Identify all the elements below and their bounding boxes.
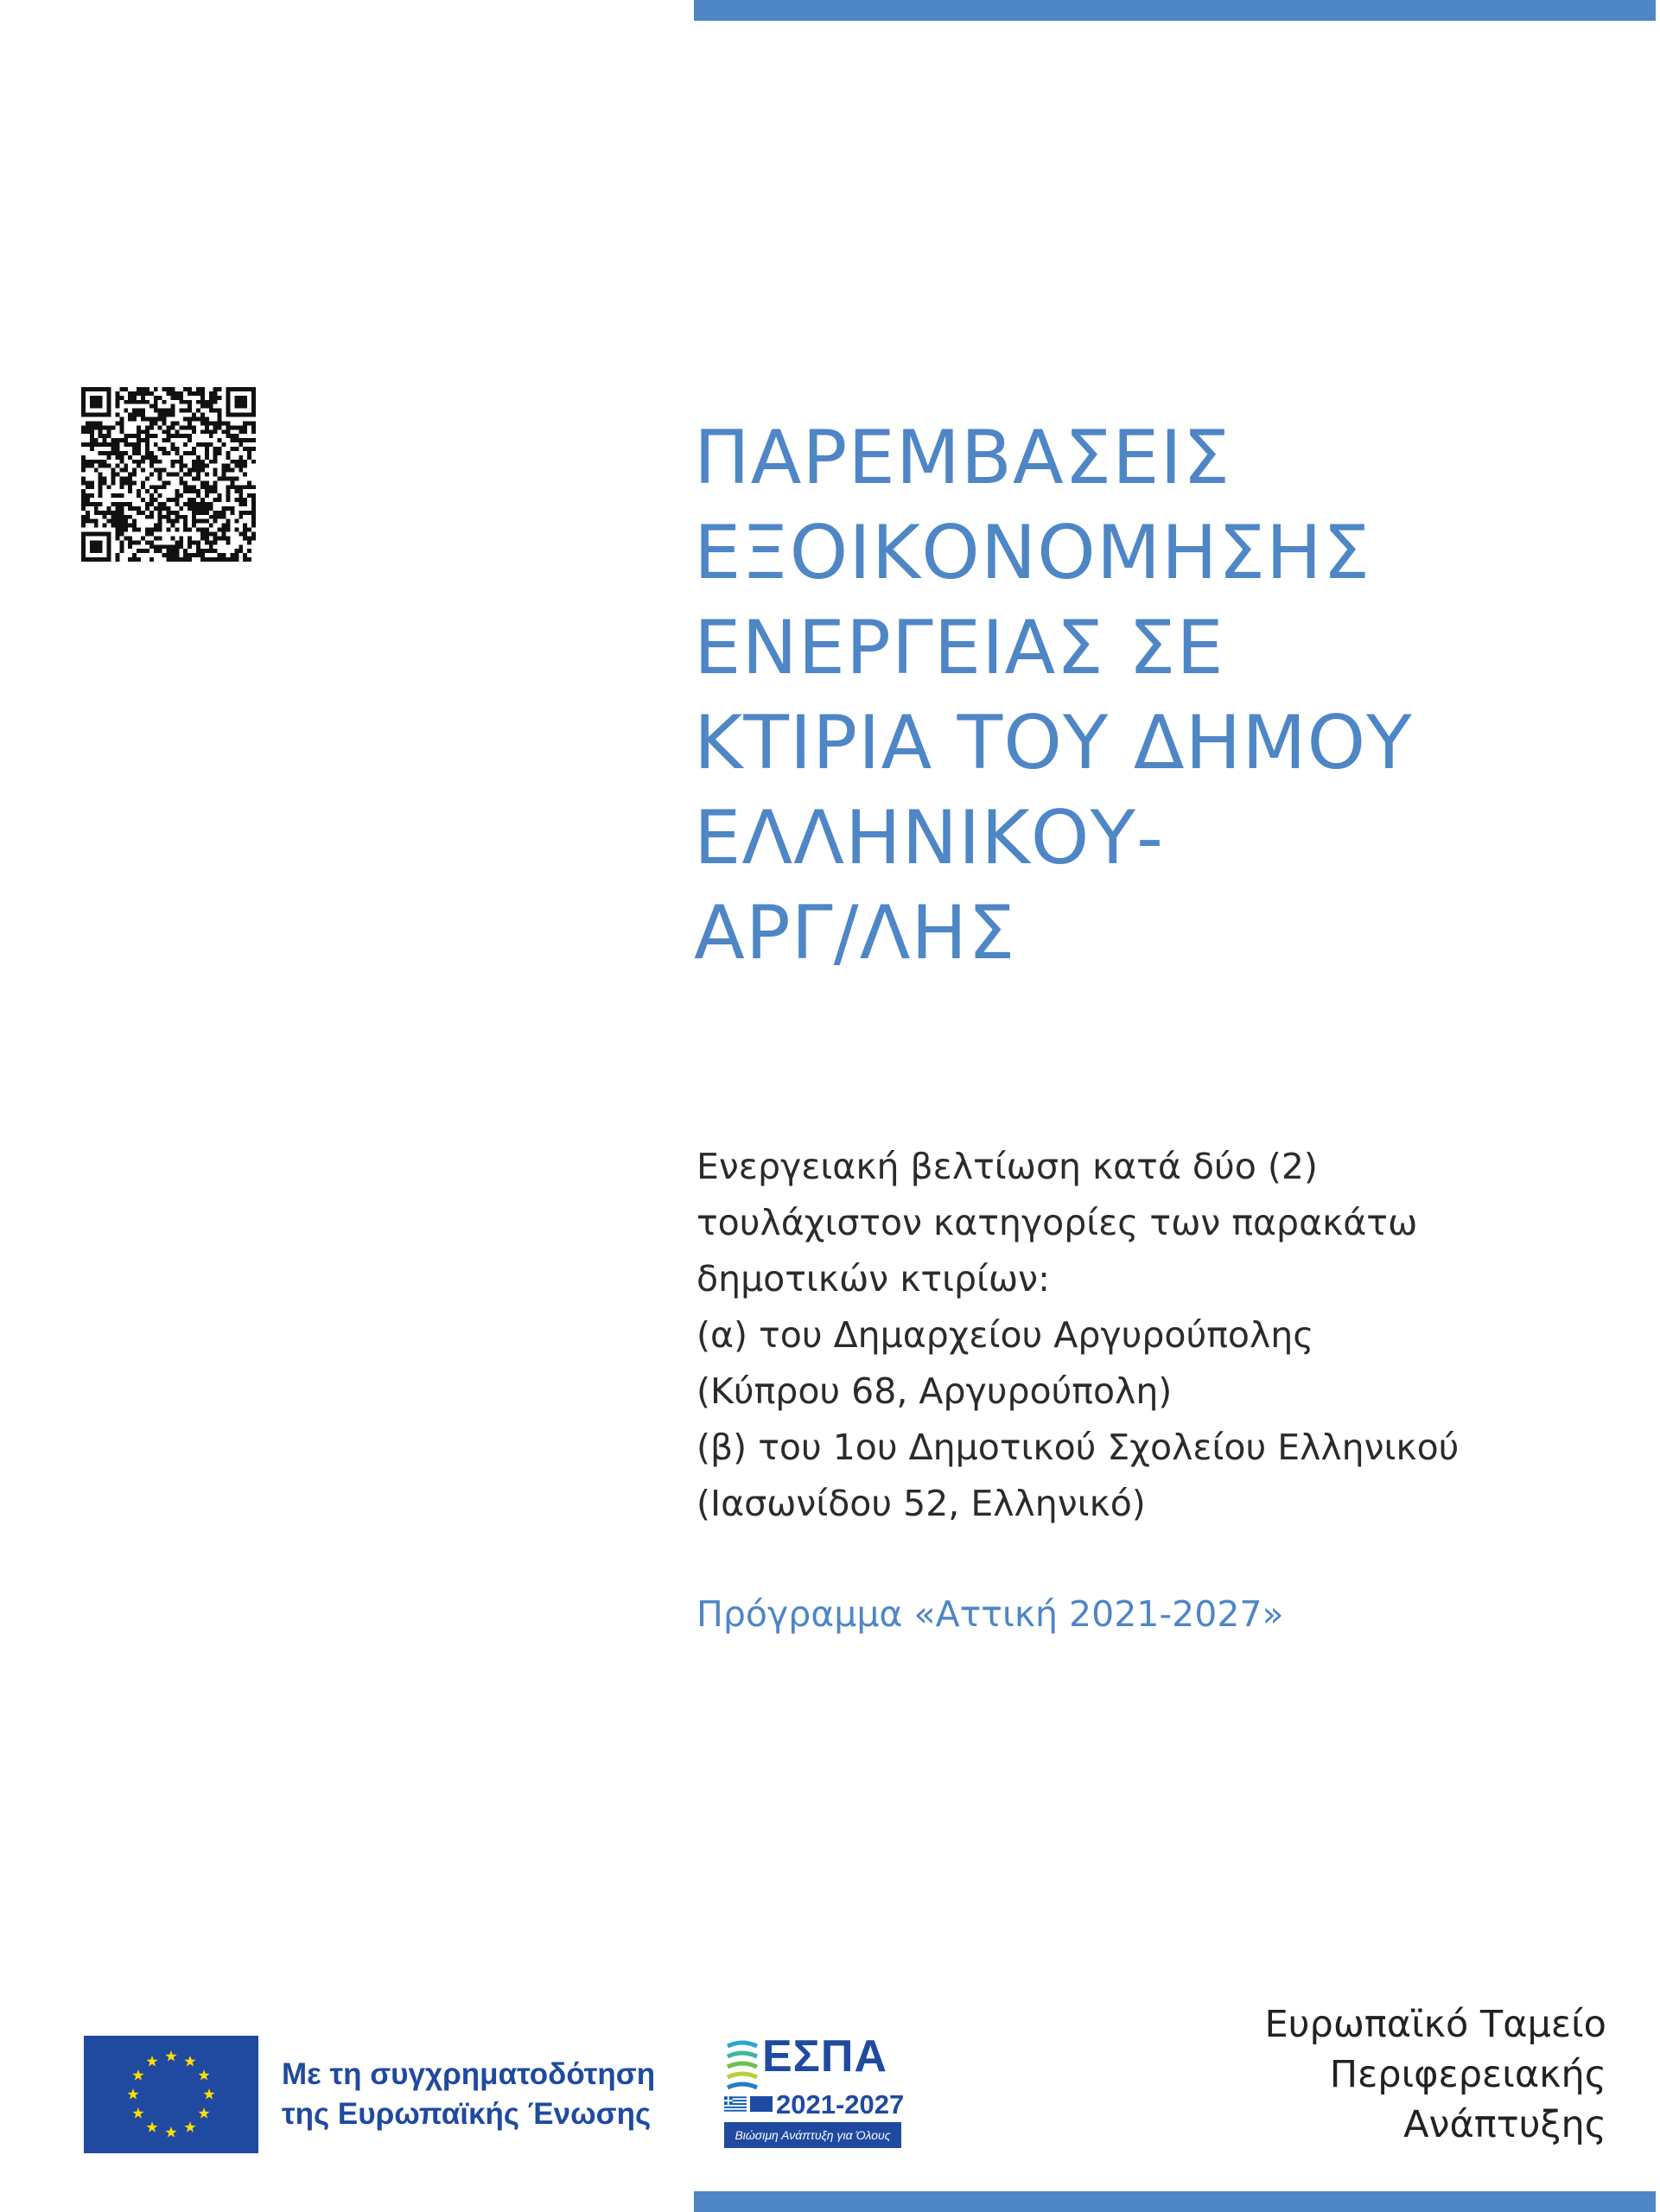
title-line: ΕΞΟΙΚΟΝΟΜΗΣΗΣ bbox=[694, 510, 1371, 596]
eu-star bbox=[165, 2050, 176, 2062]
eu-star bbox=[184, 2121, 195, 2133]
eu-cofunding-text bbox=[282, 2055, 655, 2134]
project-description bbox=[696, 1139, 1630, 1532]
espa-years-row bbox=[724, 2089, 906, 2124]
eu-star bbox=[132, 2069, 143, 2081]
fund-name bbox=[1264, 1999, 1606, 2150]
eu-star bbox=[146, 2056, 157, 2067]
eu-flag-icon bbox=[84, 2036, 258, 2153]
espa-years: 2021-2027 bbox=[776, 2089, 905, 2120]
fund-line: Περιφερειακής bbox=[1329, 2053, 1606, 2096]
description-line: Ενεργειακή βελτίωση κατά δύο (2) bbox=[696, 1146, 1318, 1187]
qr-code-icon[interactable] bbox=[81, 387, 256, 562]
title-line: ΠΑΡΕΜΒΑΣΕΙΣ bbox=[694, 415, 1231, 501]
eu-star bbox=[165, 2126, 176, 2138]
espa-logo bbox=[724, 2031, 906, 2148]
description-line: (β) του 1ου Δημοτικού Σχολείου Ελληνικού bbox=[696, 1427, 1460, 1468]
eu-mini-flag-icon bbox=[750, 2096, 773, 2112]
description-line: (Κύπρου 68, Αργυρούπολη) bbox=[696, 1370, 1173, 1412]
title-line: ΕΛΛΗΝΙΚΟΥ- bbox=[694, 795, 1165, 881]
espa-slogan: Βιώσιμη Ανάπτυξη για Όλους bbox=[724, 2122, 901, 2148]
program-name: Πρόγραμμα «Αττική 2021-2027» bbox=[696, 1593, 1284, 1635]
cofund-line: Με τη συγχρηματοδότηση bbox=[282, 2057, 656, 2091]
bottom-accent-bar bbox=[694, 2191, 1656, 2212]
top-accent-bar bbox=[694, 0, 1656, 21]
title-line: ΕΝΕΡΓΕΙΑΣ ΣΕ bbox=[694, 605, 1224, 691]
fund-line: Ανάπτυξης bbox=[1403, 2103, 1606, 2146]
espa-name: ΕΣΠΑ bbox=[762, 2031, 887, 2082]
eu-star bbox=[127, 2088, 138, 2100]
description-line: δημοτικών κτιρίων: bbox=[696, 1258, 1050, 1300]
eu-star bbox=[132, 2107, 143, 2119]
eu-star bbox=[184, 2056, 195, 2067]
eu-star bbox=[146, 2121, 157, 2133]
cofund-line: της Ευρωπαϊκής Ένωσης bbox=[282, 2097, 652, 2131]
eu-star bbox=[203, 2088, 214, 2100]
description-line: (α) του Δημαρχείου Αργυρούπολης bbox=[696, 1314, 1314, 1356]
fund-line: Ευρωπαϊκό Ταμείο bbox=[1264, 2003, 1606, 2046]
title-line: ΚΤΙΡΙΑ ΤΟΥ ΔΗΜΟΥ bbox=[694, 700, 1413, 786]
description-line: τουλάχιστον κατηγορίες των παρακάτω bbox=[696, 1202, 1418, 1243]
eu-star bbox=[198, 2107, 209, 2119]
page-title bbox=[694, 410, 1601, 981]
description-line: (Ιασωνίδου 52, Ελληνικό) bbox=[696, 1483, 1146, 1524]
title-line: ΑΡΓ/ΛΗΣ bbox=[694, 890, 1016, 976]
eu-star bbox=[198, 2069, 209, 2081]
greek-flag-icon bbox=[724, 2096, 747, 2112]
